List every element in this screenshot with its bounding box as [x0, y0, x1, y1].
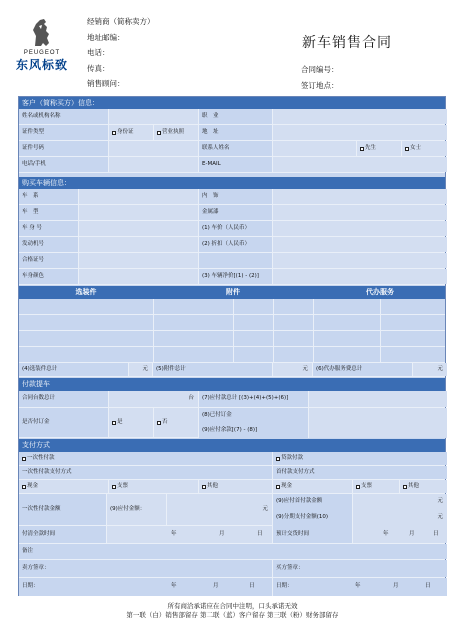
paymethod-row-type: [19, 452, 445, 466]
vehicle-row-engine: [19, 237, 445, 253]
other2-checkbox[interactable]: [403, 485, 407, 489]
options-totals-row: [19, 363, 445, 377]
interior-field[interactable]: [273, 189, 447, 204]
vehicle-row-model: [19, 205, 445, 221]
lump-amount-label: 一次性付款金额: [19, 494, 107, 525]
accessories-total-unit: 元: [129, 363, 153, 376]
options-divider: [233, 299, 234, 363]
id-card-option[interactable]: 身份证: [109, 125, 154, 140]
ms-option[interactable]: 女士: [402, 141, 447, 156]
lump-sum-checkbox[interactable]: [22, 457, 26, 461]
lump-method-label: 一次性付款支付方式: [19, 466, 273, 479]
balance-label: (9)应付余款[(7) - (8)]: [199, 423, 309, 438]
series-field[interactable]: [79, 189, 199, 204]
discount-label: (2) 折扣（人民币）: [199, 237, 273, 252]
deposit-paid-field[interactable]: [309, 408, 447, 423]
blank-field[interactable]: [273, 253, 447, 268]
parts-total-unit: 元: [273, 363, 313, 376]
id-card-checkbox[interactable]: [112, 131, 116, 135]
payment-row-deposit: [19, 408, 445, 438]
section-payment-pickup: 付款提车: [19, 378, 445, 391]
phone-field[interactable]: [109, 157, 199, 172]
cert-field[interactable]: [79, 253, 199, 268]
payment-row-qty: [19, 391, 445, 408]
check2-checkbox[interactable]: [356, 485, 360, 489]
contract-qty-label: 合同台数总计: [19, 391, 109, 407]
options-divider: [153, 299, 154, 363]
total-due-label: (7)应付款总计 [(3)+(4)+(5)+(6)]: [199, 391, 309, 407]
series-label: 车 系: [19, 189, 79, 204]
discount-field[interactable]: [273, 237, 447, 252]
net-price-field[interactable]: [273, 269, 447, 284]
name-field[interactable]: [109, 109, 199, 124]
seller-sign-label[interactable]: 卖方签章：: [19, 560, 273, 577]
deposit-yes-option[interactable]: 是: [109, 408, 154, 437]
balance-field[interactable]: [309, 423, 447, 438]
id-number-field[interactable]: [109, 141, 199, 156]
paint-field[interactable]: [273, 205, 447, 220]
first-method-label: 首付款支付方式: [273, 466, 447, 479]
section-pay-method: 支付方式: [19, 439, 445, 452]
deposit-paid-label: (8)已付订金: [199, 408, 309, 423]
other-checkbox[interactable]: [202, 485, 206, 489]
interior-label: 内 饰: [199, 189, 273, 204]
remarks-row: [19, 544, 445, 560]
cash2-checkbox[interactable]: [276, 485, 280, 489]
check2-option[interactable]: 支票: [353, 480, 400, 493]
customer-row-idtype: [19, 125, 445, 141]
name-label: 姓名或机构名称: [19, 109, 109, 124]
contact-label: 联系人姓名: [199, 141, 273, 156]
options-row: [19, 331, 445, 347]
contract-qty-field[interactable]: 台: [109, 391, 199, 407]
cert-label: 合格证号: [19, 253, 79, 268]
vehicle-row-series: [19, 189, 445, 205]
lump-sum-option[interactable]: 一次性付款: [19, 452, 273, 465]
vehicle-row-vin: [19, 221, 445, 237]
paymethod-row-options: [19, 480, 445, 494]
options-header: [19, 286, 445, 299]
page-title: 新车销售合同: [302, 35, 392, 51]
brand-name-en: PEUGEOT: [23, 50, 61, 56]
address-field[interactable]: [273, 125, 447, 140]
mr-option[interactable]: 先生: [357, 141, 402, 156]
deposit-yes-checkbox[interactable]: [112, 421, 116, 425]
dealer-address-label: 地址邮编：: [87, 32, 125, 42]
deposit-question-label: 是否付订金: [19, 408, 109, 437]
email-field[interactable]: [273, 157, 447, 172]
model-label: 车 型: [19, 205, 79, 220]
vin-field[interactable]: [79, 221, 199, 236]
parts-total-label: (5)附件总计: [153, 363, 273, 376]
buyer-sign-label[interactable]: 买方签章：: [273, 560, 447, 577]
price-label: (1) 车价（人民币）: [199, 221, 273, 236]
due-amount-label: (9)应付金额：: [107, 494, 167, 525]
customer-row-idno: [19, 141, 445, 157]
id-number-label: 证件号码: [19, 141, 109, 156]
cash2-option[interactable]: 现金: [273, 480, 353, 493]
engine-field[interactable]: [79, 237, 199, 252]
signing-place-label: 签订地点：: [301, 80, 339, 90]
license-checkbox[interactable]: [157, 131, 161, 135]
sales-consultant-label: 销售顾问：: [87, 79, 125, 88]
paint-label: 金属漆: [199, 205, 273, 220]
buyer-date-field[interactable]: 日期： 年 月 日: [273, 578, 447, 596]
color-label: 车身颜色: [19, 269, 79, 284]
pay-time-field[interactable]: 年 月 日: [107, 526, 273, 543]
mr-checkbox[interactable]: [360, 147, 364, 151]
delivery-time-field[interactable]: 年 月 日: [353, 526, 447, 543]
accessories-total-label: (4)选装件总计: [19, 363, 129, 376]
dealer-name-label: 经销商（简称卖方）: [87, 17, 155, 26]
pay-time-label: 付清全款时间: [19, 526, 107, 543]
vehicle-row-cert: [19, 253, 445, 269]
lion-emblem-icon: [27, 16, 57, 50]
job-label: 职 业: [199, 109, 273, 124]
other-option[interactable]: 其他: [199, 480, 273, 493]
section-vehicle: 购买车辆信息：: [19, 177, 445, 189]
contract-number-label: 合同编号：: [301, 65, 339, 74]
net-price-label: (3) 车辆净价[(1) - (2)]: [199, 269, 273, 284]
address-label: 地 址: [199, 125, 273, 140]
options-row: [19, 347, 445, 363]
model-field[interactable]: [79, 205, 199, 220]
footer-copies: 第一联（白）销售部留存 第二联（蓝）客户留存 第三联（粉）财务部留存: [126, 611, 339, 619]
services-total-label: (6)代办服务费总计: [313, 363, 413, 376]
options-row: [19, 299, 445, 315]
business-license-option[interactable]: 营业执照: [154, 125, 199, 140]
ms-checkbox[interactable]: [405, 147, 409, 151]
options-col-services: 代办服务: [366, 288, 394, 296]
footer-note: 所有商洽承诺应在合同中注明，口头承诺无效: [167, 602, 298, 610]
vehicle-row-color: [19, 269, 445, 285]
peugeot-logo: [12, 16, 72, 76]
first-due-field[interactable]: 元: [353, 494, 447, 510]
customer-row-name: [19, 109, 445, 125]
remarks-label[interactable]: 备注: [19, 544, 447, 559]
other2-option[interactable]: 其他: [400, 480, 447, 493]
email-label: E-MAIL: [199, 157, 273, 172]
check-option[interactable]: 支票: [109, 480, 199, 493]
id-type-label: 证件类型: [19, 125, 109, 140]
options-row: [19, 315, 445, 331]
loan-option[interactable]: 贷款付款: [273, 452, 447, 465]
seller-date-field[interactable]: 日期： 年 月 日: [19, 578, 273, 596]
cash-checkbox[interactable]: [22, 485, 26, 489]
blank-label: [199, 253, 273, 268]
dealer-fax-label: 传真：: [87, 63, 110, 73]
first-due-label: (9)应付首付款金额: [273, 494, 353, 510]
engine-label: 发动机号: [19, 237, 79, 252]
contract-form: [18, 96, 446, 596]
deposit-no-option[interactable]: 否: [154, 408, 199, 437]
contact-field[interactable]: [273, 141, 357, 156]
vin-label: 车 身 号: [19, 221, 79, 236]
color-field[interactable]: [79, 269, 199, 284]
deposit-no-checkbox[interactable]: [157, 421, 161, 425]
delivery-time-label: 预计交货时间: [273, 526, 353, 543]
options-divider: [313, 299, 314, 363]
options-col-accessories: 选装件: [75, 288, 97, 296]
options-divider: [380, 299, 381, 363]
price-field[interactable]: [273, 221, 447, 236]
dealer-phone-label: 电话：: [87, 48, 110, 57]
dealer-info: [87, 14, 155, 92]
paymethod-row-method: [19, 466, 445, 480]
job-field[interactable]: [273, 109, 447, 124]
cash-option[interactable]: 现金: [19, 480, 109, 493]
paymethod-row-time: [19, 526, 445, 544]
total-due-field[interactable]: [309, 391, 447, 407]
installment-due-field[interactable]: 元: [353, 510, 447, 526]
contract-meta: [301, 62, 339, 93]
signature-row: [19, 560, 445, 578]
date-row: [19, 578, 445, 596]
installment-due-label: (9)分期支付金额(10): [273, 510, 353, 526]
options-col-parts: 附件: [226, 288, 240, 296]
check-checkbox[interactable]: [112, 485, 116, 489]
loan-checkbox[interactable]: [276, 457, 280, 461]
customer-row-phone: [19, 157, 445, 173]
services-total-unit: 元: [413, 363, 447, 376]
paymethod-row-amount: [19, 494, 445, 526]
options-divider: [273, 299, 274, 363]
due-amount-field[interactable]: 元: [167, 494, 273, 525]
brand-name-cn: 东风标致: [15, 58, 68, 72]
section-customer: 客户（简称买方）信息：: [19, 97, 445, 109]
phone-label: 电话/手机: [19, 157, 109, 172]
